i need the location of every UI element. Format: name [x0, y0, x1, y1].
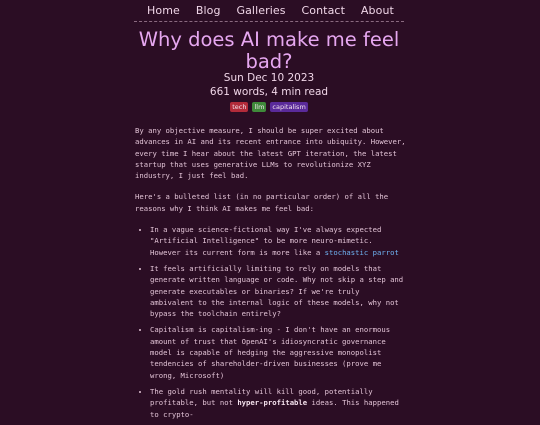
- bullet-text: The gold rush mentality will kill good, potentially profitable, but not: [150, 386, 373, 408]
- bullet-text: In a vague science-fictional way I've always expected "Artificial Intelligence" to be more neuro-mimetic. However its current form is more like a: [150, 225, 382, 257]
- list-intro-paragraph: Here's a bulleted list (in no particular order) of all the reasons why I think AI makes me feel bad:: [135, 192, 389, 213]
- bullet-text: It feels artificially limiting to rely on models that generate written language or code. Why not skip a step and generate executables or binaries? If we're truly ambivalent to the internal logic of these models, why not bypass the toolchain entirely?: [150, 263, 404, 319]
- post-body: [135, 125, 407, 425]
- list-item: [150, 224, 407, 258]
- nav-contact-link[interactable]: Contact: [301, 4, 345, 17]
- list-item: [150, 324, 407, 380]
- bold-text: hyper-profitable: [237, 398, 308, 408]
- post-date: Sun Dec 10 2023: [223, 72, 315, 84]
- nav-about-link[interactable]: About: [360, 4, 394, 17]
- bullet-text: ideas. This happened to crypto-: [150, 398, 399, 419]
- nav-home-link[interactable]: Home: [147, 4, 180, 17]
- tag-llm[interactable]: llm: [254, 103, 265, 111]
- tag-capitalism[interactable]: capitalism: [272, 103, 306, 111]
- intro-paragraph: By any objective measure, I should be super excited about advances in AI and its recent entrance into ubiquity. However, every time I hear about the latest GPT iteration, the latest startup that uses generative LLMs to revolutionize XYZ industry, I just feel bad.: [135, 126, 406, 181]
- post-stats: 661 words, 4 min read: [209, 86, 329, 98]
- tag-tech[interactable]: tech: [232, 103, 247, 111]
- bullet-text: Capitalism is capitalism-ing - I don't have an enormous amount of trust that OpenAI's idiosyncratic governance model is capable of hedging the aggressive monopolist tendencies of shareholder-driven businesses (prove me wrong, Microsoft): [150, 325, 391, 380]
- nav-galleries-link[interactable]: Galleries: [236, 4, 286, 17]
- list-item: [150, 263, 407, 319]
- reasons-list: [135, 224, 407, 420]
- stochastic-parrot-link[interactable]: stochastic parrot: [324, 247, 399, 257]
- top-nav: [134, 0, 404, 22]
- post-title: Why does AI make me feel bad?: [138, 28, 400, 73]
- list-item: [150, 386, 407, 420]
- nav-blog-link[interactable]: Blog: [195, 4, 221, 17]
- tag-list: [134, 102, 404, 112]
